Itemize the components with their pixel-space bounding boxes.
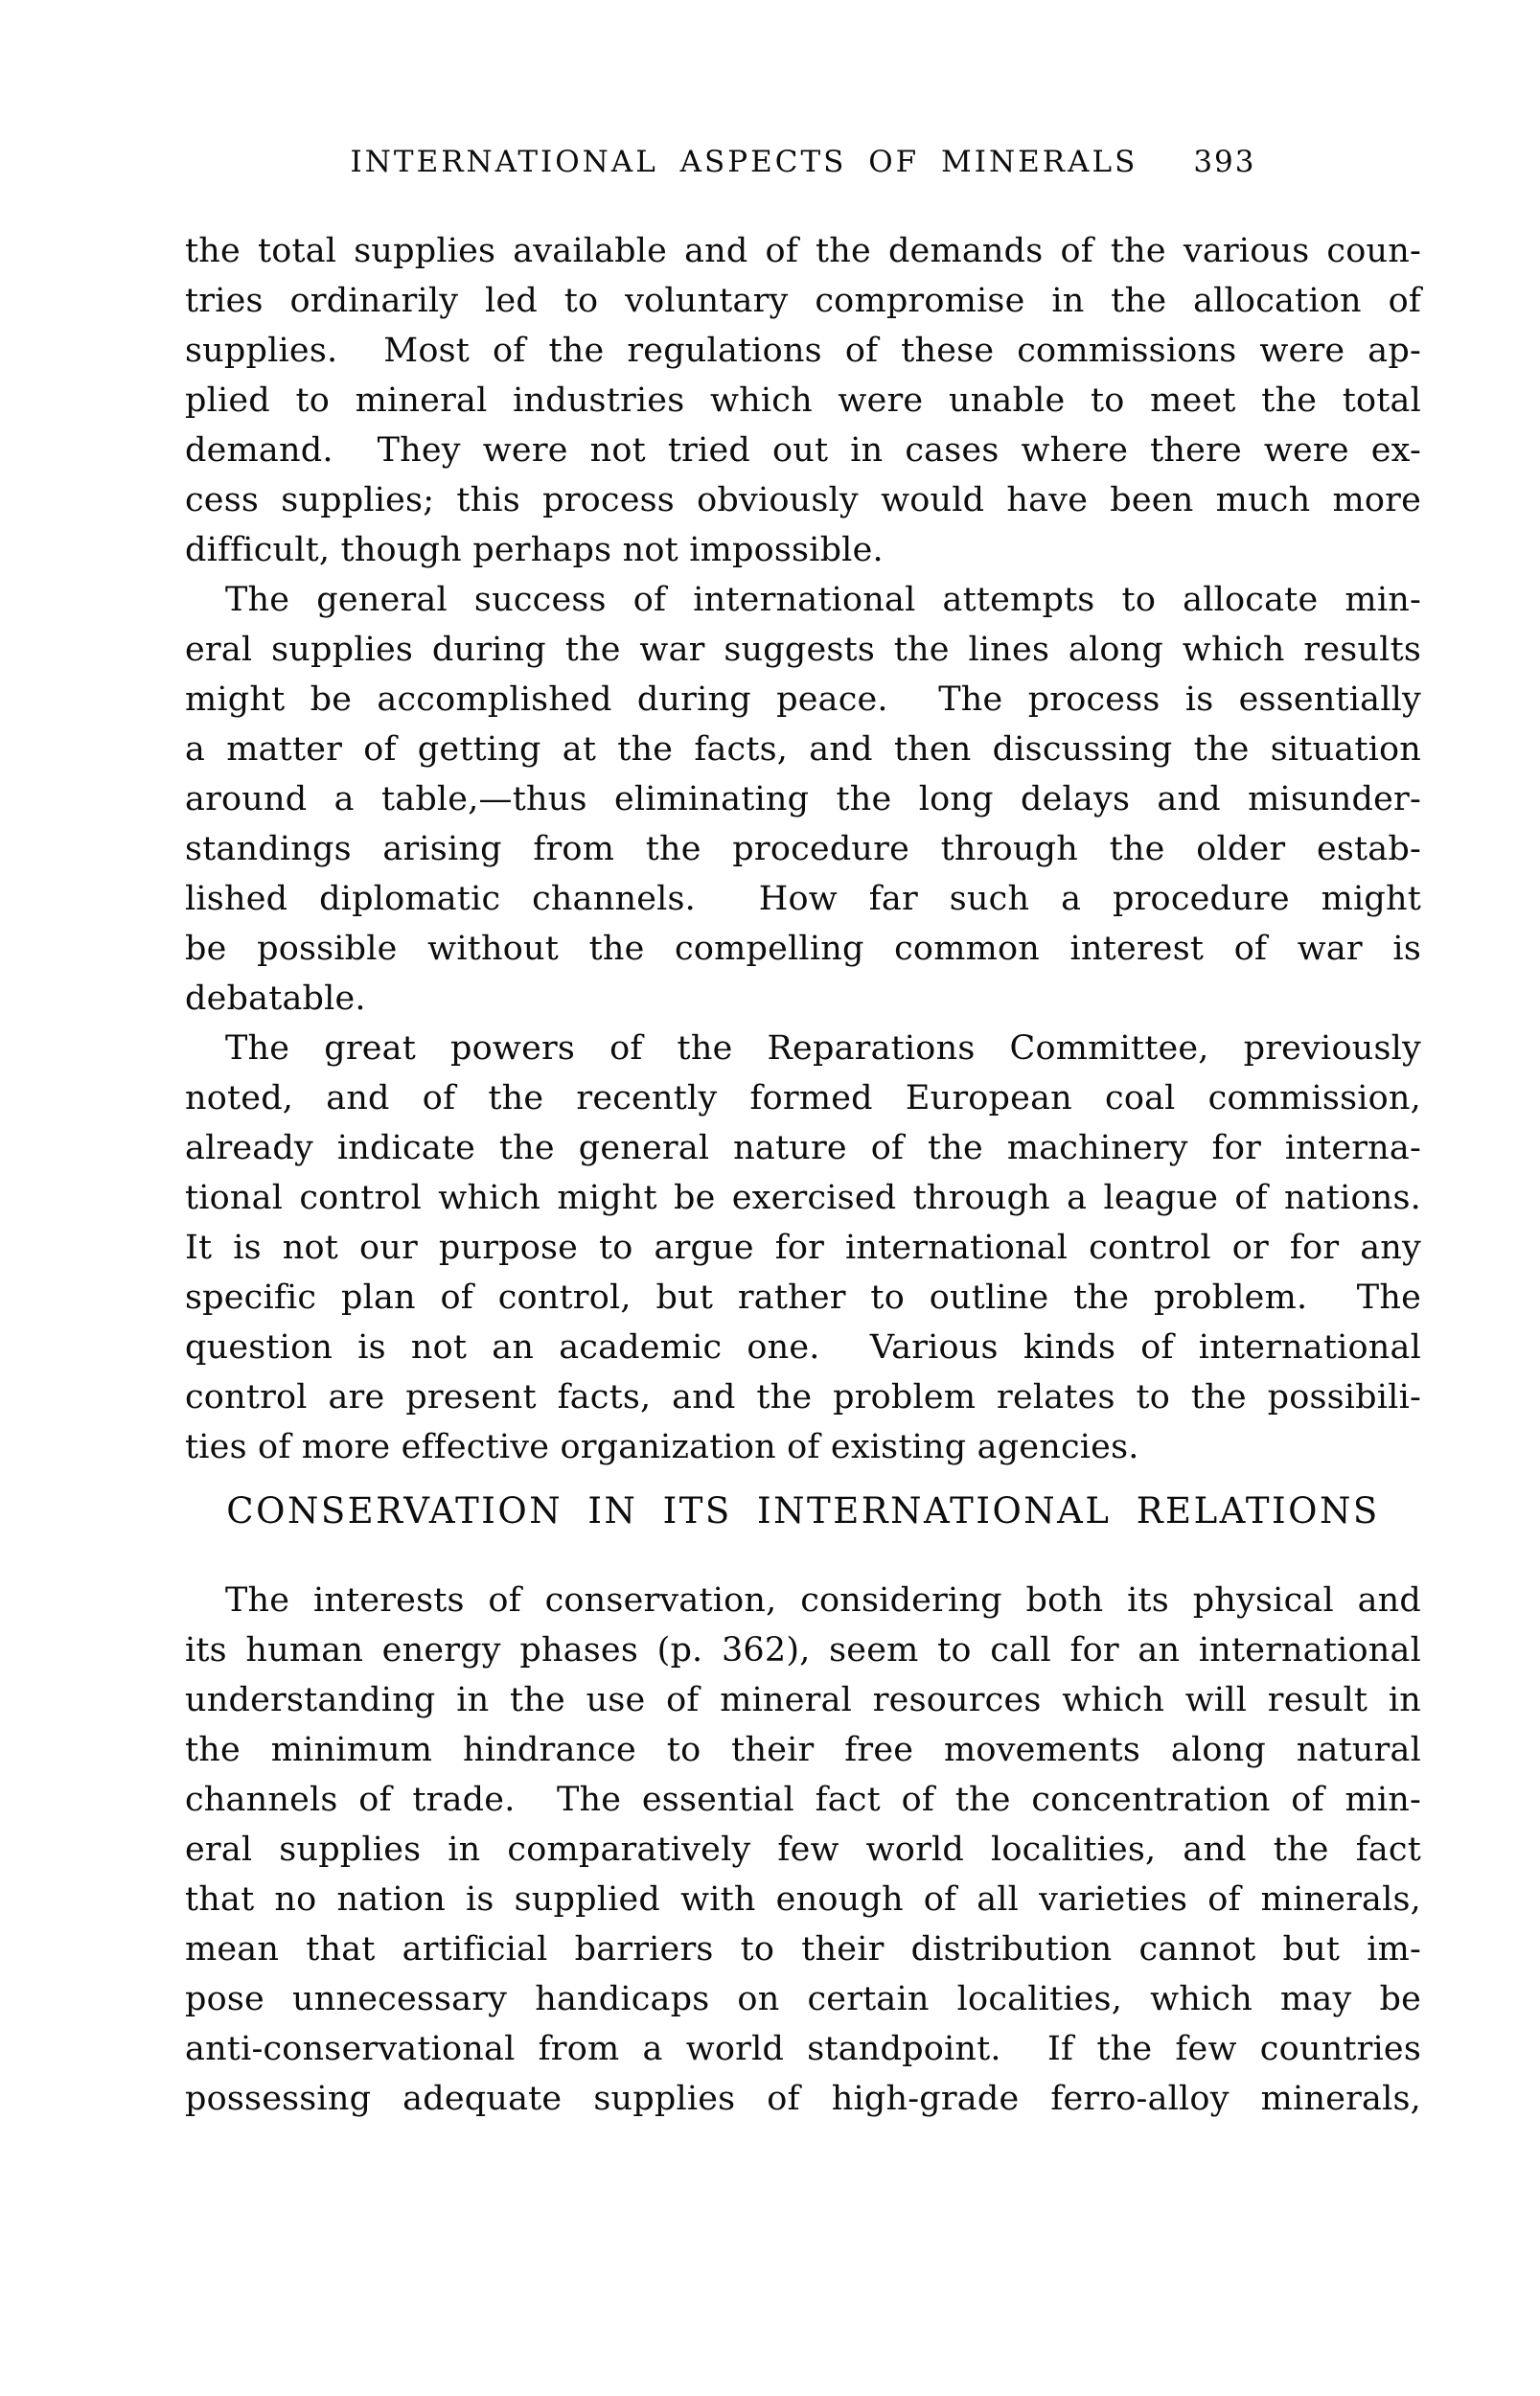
- text-line: demand. They were not tried out in cases where there were ex-: [185, 431, 1421, 470]
- text-line: understanding in the use of mineral resources which will result in: [185, 1681, 1421, 1719]
- text-line: The interests of conservation, considering both its physical and: [225, 1581, 1421, 1620]
- text-line: supplies. Most of the regulations of these commissions were ap-: [185, 332, 1421, 370]
- text-line: cess supplies; this process obviously would have been much more: [185, 481, 1421, 519]
- text-line: debatable.: [185, 979, 366, 1018]
- page-number: 393: [1193, 145, 1256, 179]
- text-line: anti-conservational from a world standpoint. If the few countries: [185, 2030, 1421, 2068]
- text-line: standings arising from the procedure through the older estab-: [185, 830, 1421, 868]
- text-line: control are present facts, and the problem relates to the possibili-: [185, 1378, 1421, 1417]
- text-line: the minimum hindrance to their free movements along natural: [185, 1731, 1421, 1769]
- text-line: a matter of getting at the facts, and then discussing the situation: [185, 730, 1421, 769]
- body-text-upper: [185, 226, 1421, 1472]
- text-line: lished diplomatic channels. How far such a procedure might: [185, 880, 1421, 918]
- text-line: tional control which might be exercised through a league of nations.: [185, 1179, 1421, 1217]
- text-line: specific plan of control, but rather to outline the problem. The: [185, 1279, 1421, 1317]
- text-line: already indicate the general nature of the machinery for interna-: [185, 1129, 1421, 1167]
- text-line: mean that artificial barriers to their distribution cannot but im-: [185, 1930, 1421, 1969]
- text-line: the total supplies available and of the demands of the various coun-: [185, 232, 1421, 270]
- text-line: ties of more effective organization of existing agencies.: [185, 1428, 1139, 1466]
- text-line: The general success of international attempts to allocate min-: [225, 581, 1421, 619]
- running-head: [185, 144, 1421, 180]
- text-line: possessing adequate supplies of high-grade ferro-alloy minerals,: [185, 2080, 1421, 2118]
- text-line: channels of trade. The essential fact of the concentration of min-: [185, 1781, 1421, 1819]
- paragraph: [185, 226, 1421, 575]
- text-line: around a table,—thus eliminating the long delays and misunder-: [185, 780, 1421, 818]
- body-text-lower: [185, 1576, 1421, 2124]
- text-line: might be accomplished during peace. The process is essentially: [185, 680, 1421, 719]
- paragraph: [185, 1024, 1421, 1472]
- text-line: plied to mineral industries which were unable to meet the total: [185, 381, 1421, 420]
- text-line: eral supplies in comparatively few world localities, and the fact: [185, 1831, 1421, 1869]
- running-head-title: INTERNATIONAL ASPECTS OF MINERALS: [350, 145, 1138, 179]
- section-heading: CONSERVATION IN ITS INTERNATIONAL RELATIONS: [226, 1490, 1380, 1532]
- text-line: The great powers of the Reparations Committee, previously: [225, 1029, 1421, 1068]
- text-line: question is not an academic one. Various kinds of international: [185, 1328, 1421, 1367]
- text-line: difficult, though perhaps not impossible.: [185, 531, 884, 569]
- text-line: pose unnecessary handicaps on certain localities, which may be: [185, 1980, 1421, 2018]
- text-column: [185, 144, 1421, 2124]
- text-line: eral supplies during the war suggests the lines along which results: [185, 631, 1421, 669]
- text-line: It is not our purpose to argue for international control or for any: [185, 1229, 1421, 1267]
- text-line: be possible without the compelling common interest of war is: [185, 930, 1421, 968]
- text-line: its human energy phases (p. 362), seem to call for an international: [185, 1631, 1421, 1670]
- paragraph: [185, 575, 1421, 1024]
- text-line: tries ordinarily led to voluntary compromise in the allocation of: [185, 282, 1421, 320]
- text-line: that no nation is supplied with enough of all varieties of minerals,: [185, 1880, 1421, 1919]
- paragraph: [185, 1576, 1421, 2124]
- text-line: noted, and of the recently formed European coal commission,: [185, 1079, 1421, 1117]
